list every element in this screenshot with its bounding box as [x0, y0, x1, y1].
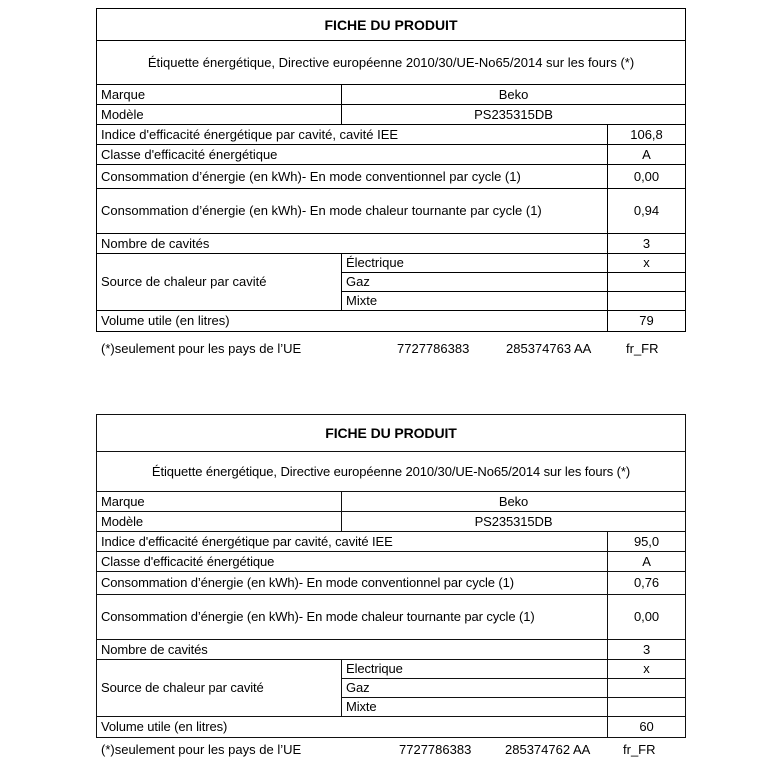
eei-label: Indice d'efficacité énergétique par cavité, cavité IEE	[97, 125, 608, 145]
footer-code: 7727786383	[399, 742, 472, 757]
conventional-consumption-label: Consommation d’énergie (en kWh)- En mode conventionnel par cycle (1)	[97, 572, 608, 595]
footer-eu-note: (*)seulement pour les pays de l’UE	[101, 742, 302, 757]
eei-label: Indice d'efficacité énergétique par cavité, cavité IEE	[97, 532, 608, 552]
heat-source-mark-mixed	[608, 292, 686, 311]
heat-source-mark-mixed	[608, 698, 686, 717]
conventional-consumption-label: Consommation d’énergie (en kWh)- En mode conventionnel par cycle (1)	[97, 165, 608, 189]
volume-value: 79	[608, 311, 686, 332]
cavities-count-label: Nombre de cavités	[97, 640, 608, 660]
energy-class-value: A	[608, 552, 686, 572]
heat-source-mark-electric: x	[608, 660, 686, 679]
fan-forced-consumption-value: 0,00	[608, 595, 686, 640]
product-table-1	[96, 8, 686, 332]
volume-label: Volume utile (en litres)	[97, 717, 608, 738]
heat-source-label: Source de chaleur par cavité	[97, 660, 342, 717]
heat-source-option-electric: Electrique	[342, 660, 608, 679]
energy-class-label: Classe d'efficacité énergétique	[97, 145, 608, 165]
heat-source-option-mixed: Mixte	[342, 698, 608, 717]
brand-label: Marque	[97, 85, 342, 105]
heat-source-label: Source de chaleur par cavité	[97, 254, 342, 311]
heat-source-option-gas: Gaz	[342, 273, 608, 292]
cavities-count-label: Nombre de cavités	[97, 234, 608, 254]
sheet-title: FICHE DU PRODUIT	[97, 415, 686, 452]
fan-forced-consumption-value: 0,94	[608, 189, 686, 234]
brand-label: Marque	[97, 492, 342, 512]
heat-source-mark-gas	[608, 679, 686, 698]
footer-locale: fr_FR	[623, 742, 656, 757]
brand-value: Beko	[342, 492, 686, 512]
footer-code: 7727786383	[397, 341, 470, 356]
footer-reference: 285374762 AA	[505, 742, 591, 757]
cavities-count-value: 3	[608, 640, 686, 660]
volume-label: Volume utile (en litres)	[97, 311, 608, 332]
heat-source-mark-gas	[608, 273, 686, 292]
energy-class-value: A	[608, 145, 686, 165]
sheet-title: FICHE DU PRODUIT	[97, 9, 686, 41]
heat-source-option-electric: Électrique	[342, 254, 608, 273]
volume-value: 60	[608, 717, 686, 738]
conventional-consumption-value: 0,76	[608, 572, 686, 595]
footer-reference: 285374763 AA	[506, 341, 592, 356]
cavities-count-value: 3	[608, 234, 686, 254]
heat-source-mark-electric: x	[608, 254, 686, 273]
eei-value: 106,8	[608, 125, 686, 145]
model-label: Modèle	[97, 105, 342, 125]
fan-forced-consumption-label: Consommation d’énergie (en kWh)- En mode chaleur tournante par cycle (1)	[97, 189, 608, 234]
brand-value: Beko	[342, 85, 686, 105]
model-value: PS235315DB	[342, 105, 686, 125]
footer-locale: fr_FR	[626, 341, 659, 356]
fan-forced-consumption-label: Consommation d’énergie (en kWh)- En mode chaleur tournante par cycle (1)	[97, 595, 608, 640]
conventional-consumption-value: 0,00	[608, 165, 686, 189]
eei-value: 95,0	[608, 532, 686, 552]
sheet-subtitle: Étiquette énergétique, Directive européenne 2010/30/UE-No65/2014 sur les fours (*)	[97, 41, 686, 85]
product-table-2	[96, 414, 686, 738]
model-value: PS235315DB	[342, 512, 686, 532]
model-label: Modèle	[97, 512, 342, 532]
footer-eu-note: (*)seulement pour les pays de l’UE	[101, 341, 302, 356]
energy-class-label: Classe d'efficacité énergétique	[97, 552, 608, 572]
heat-source-option-mixed: Mixte	[342, 292, 608, 311]
heat-source-option-gas: Gaz	[342, 679, 608, 698]
sheet-subtitle: Étiquette énergétique, Directive européenne 2010/30/UE-No65/2014 sur les fours (*)	[97, 452, 686, 492]
